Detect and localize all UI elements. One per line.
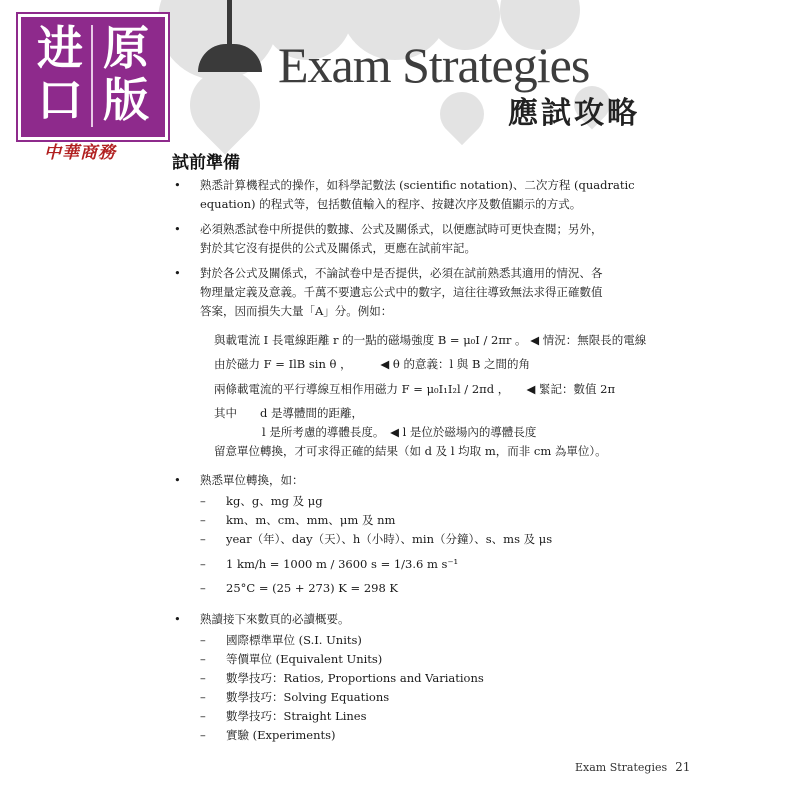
list-item: – 等價單位 (Equivalent Units) [170, 650, 650, 669]
unit-list [170, 492, 650, 598]
bullet-calculator [170, 176, 650, 214]
bullet-formulas [170, 220, 650, 258]
badge-char: 原 [103, 21, 149, 75]
badge-char: 口 [37, 73, 83, 127]
list-item: – 數學技巧：Solving Equations [170, 688, 650, 707]
content [170, 176, 650, 745]
bullet-relations [170, 264, 650, 321]
list-item: – 1 km/h = 1000 m / 3600 s = 1/3.6 m s⁻¹ [170, 549, 650, 579]
publisher-logo: 中華商務 [44, 143, 116, 163]
example-magnetic-force: 由於磁力 F = IlB sin θ ， ◀ θ 的意義：l 與 B 之間的角 [214, 357, 531, 371]
list-item: – 數學技巧：Straight Lines [170, 707, 650, 726]
example-magnetic-field: 與載電流 I 長電線距離 r 的一點的磁場強度 B = μ₀I / 2πr 。 ◀ 情況：無限長的電線 [214, 333, 647, 347]
examples [170, 325, 650, 461]
badge-char: 版 [103, 73, 149, 127]
text-line: • 必須熟悉試卷中所提供的數據、公式及關係式，以便應試時可更快查閱；另外， [200, 222, 603, 236]
import-edition-badge [18, 14, 168, 140]
page-number: 21 [675, 760, 691, 774]
text-line: • 熟悉計算機程式的操作，如科學記數法 (scientific notation)、二次方程 (quadratic [200, 178, 635, 192]
section-heading: 試前準備 [172, 153, 240, 173]
text-line: • 熟讀接下來數頁的必讀概要。 [200, 612, 350, 626]
text-line: 答案，因而損失大量「A」分。例如： [200, 304, 393, 318]
page-footer [575, 760, 690, 774]
bullet-summary [170, 610, 650, 629]
footer-label: Exam Strategies [575, 761, 668, 774]
list-item: – 國際標準單位 (S.I. Units) [170, 631, 650, 650]
summary-list [170, 631, 650, 745]
badge-char: 进 [37, 21, 83, 75]
example-unit-note: 留意單位轉換，才可求得正確的結果（如 d 及 l 均取 m，而非 cm 為單位）。 [214, 444, 607, 458]
list-item: – 實驗 (Experiments) [170, 726, 650, 745]
book-base-icon [22, 126, 162, 137]
text-line: • 對於各公式及關係式，不論試卷中是否提供，必須在試前熟悉其適用的情況、各 [200, 266, 603, 280]
list-item: – km、m、cm、mm、μm 及 nm [170, 511, 650, 530]
example-parallel-wires: 兩條載電流的平行導線互相作用磁力 F = μ₀I₁I₂l / 2πd ， ◀ 緊記：數值 2π [214, 382, 616, 396]
bullet-units [170, 471, 650, 490]
example-where-d: 其中 d 是導體間的距離， [214, 406, 364, 420]
page-subtitle: 應試攻略 [508, 96, 640, 131]
list-item: – year（年）、day（天）、h（小時）、min（分鐘）、s、ms 及 μs [170, 530, 650, 549]
page-title: Exam Strategies [278, 37, 590, 93]
text-line: equation) 的程式等，包括數值輸入的程序、按鍵次序及數值顯示的方式。 [200, 197, 582, 211]
list-item: – 數學技巧：Ratios, Proportions and Variations [170, 669, 650, 688]
list-item: – kg、g、mg 及 μg [170, 492, 650, 511]
lamp-icon [227, 0, 232, 46]
text-line: 對於其它沒有提供的公式及關係式，更應在試前牢記。 [200, 241, 476, 255]
text-line: • 熟悉單位轉換，如： [200, 473, 304, 487]
list-item: – 25°C = (25 + 273) K = 298 K [170, 579, 650, 598]
text-line: 物理量定義及意義。千萬不要遺忘公式中的數字，這往往導致無法求得正確數值 [200, 285, 603, 299]
example-where-l: l 是所考慮的導體長度。 ◀ l 是位於磁場內的導體長度 [262, 425, 537, 439]
book-spine-icon [91, 25, 93, 127]
